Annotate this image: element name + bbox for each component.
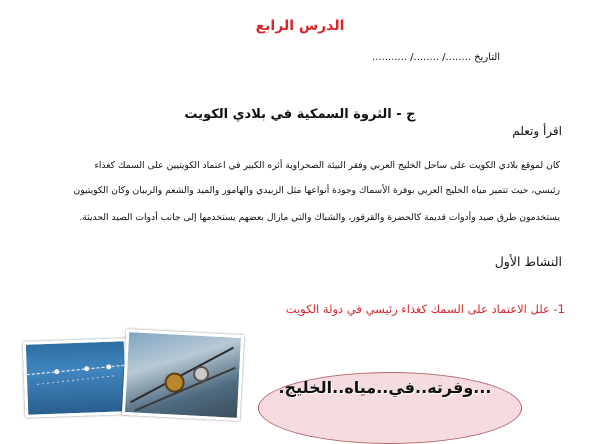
lesson-title: الدرس الرابع (255, 18, 345, 34)
question-text: 1- علل الاعتماد على السمك كغذاء رئيسي في دولة الكويت (285, 302, 565, 316)
date-line: التاريخ ......../ ......../ ........... (372, 52, 501, 63)
activity-title: النشاط الأول (494, 254, 562, 269)
section-title: ج - الثروة السمكية في بلادي الكويت (184, 107, 416, 122)
fishing-sea-photo (23, 338, 130, 418)
answer-text: ...وفرته..في..مياه..الخليج. (278, 378, 492, 397)
paragraph-line: رئيسي، حيث تتميز مياه الخليج العربي بوفرة الأسماك وجودة أنواعها مثل الزبيدي والهامور والميد والشعم والربيان وكان الكويتيون (73, 185, 560, 196)
fishing-reels-photo (122, 329, 244, 421)
paragraph-line: يستخدمون طرق صيد وأدوات قديمة كالحضرة والقرقور، والشباك والتي مازال بعضهم يستخدمها إلى جانب أدوات الصيد الحديثة. (79, 212, 560, 223)
read-and-learn-heading: اقرأ وتعلم (512, 124, 562, 138)
paragraph-line: كان لموقع بلادي الكويت على ساحل الخليج العربي وفقر البيئة الصحراوية أثره الكبير في اعتماد الكويتيين على السمك كغذاء (94, 160, 560, 171)
